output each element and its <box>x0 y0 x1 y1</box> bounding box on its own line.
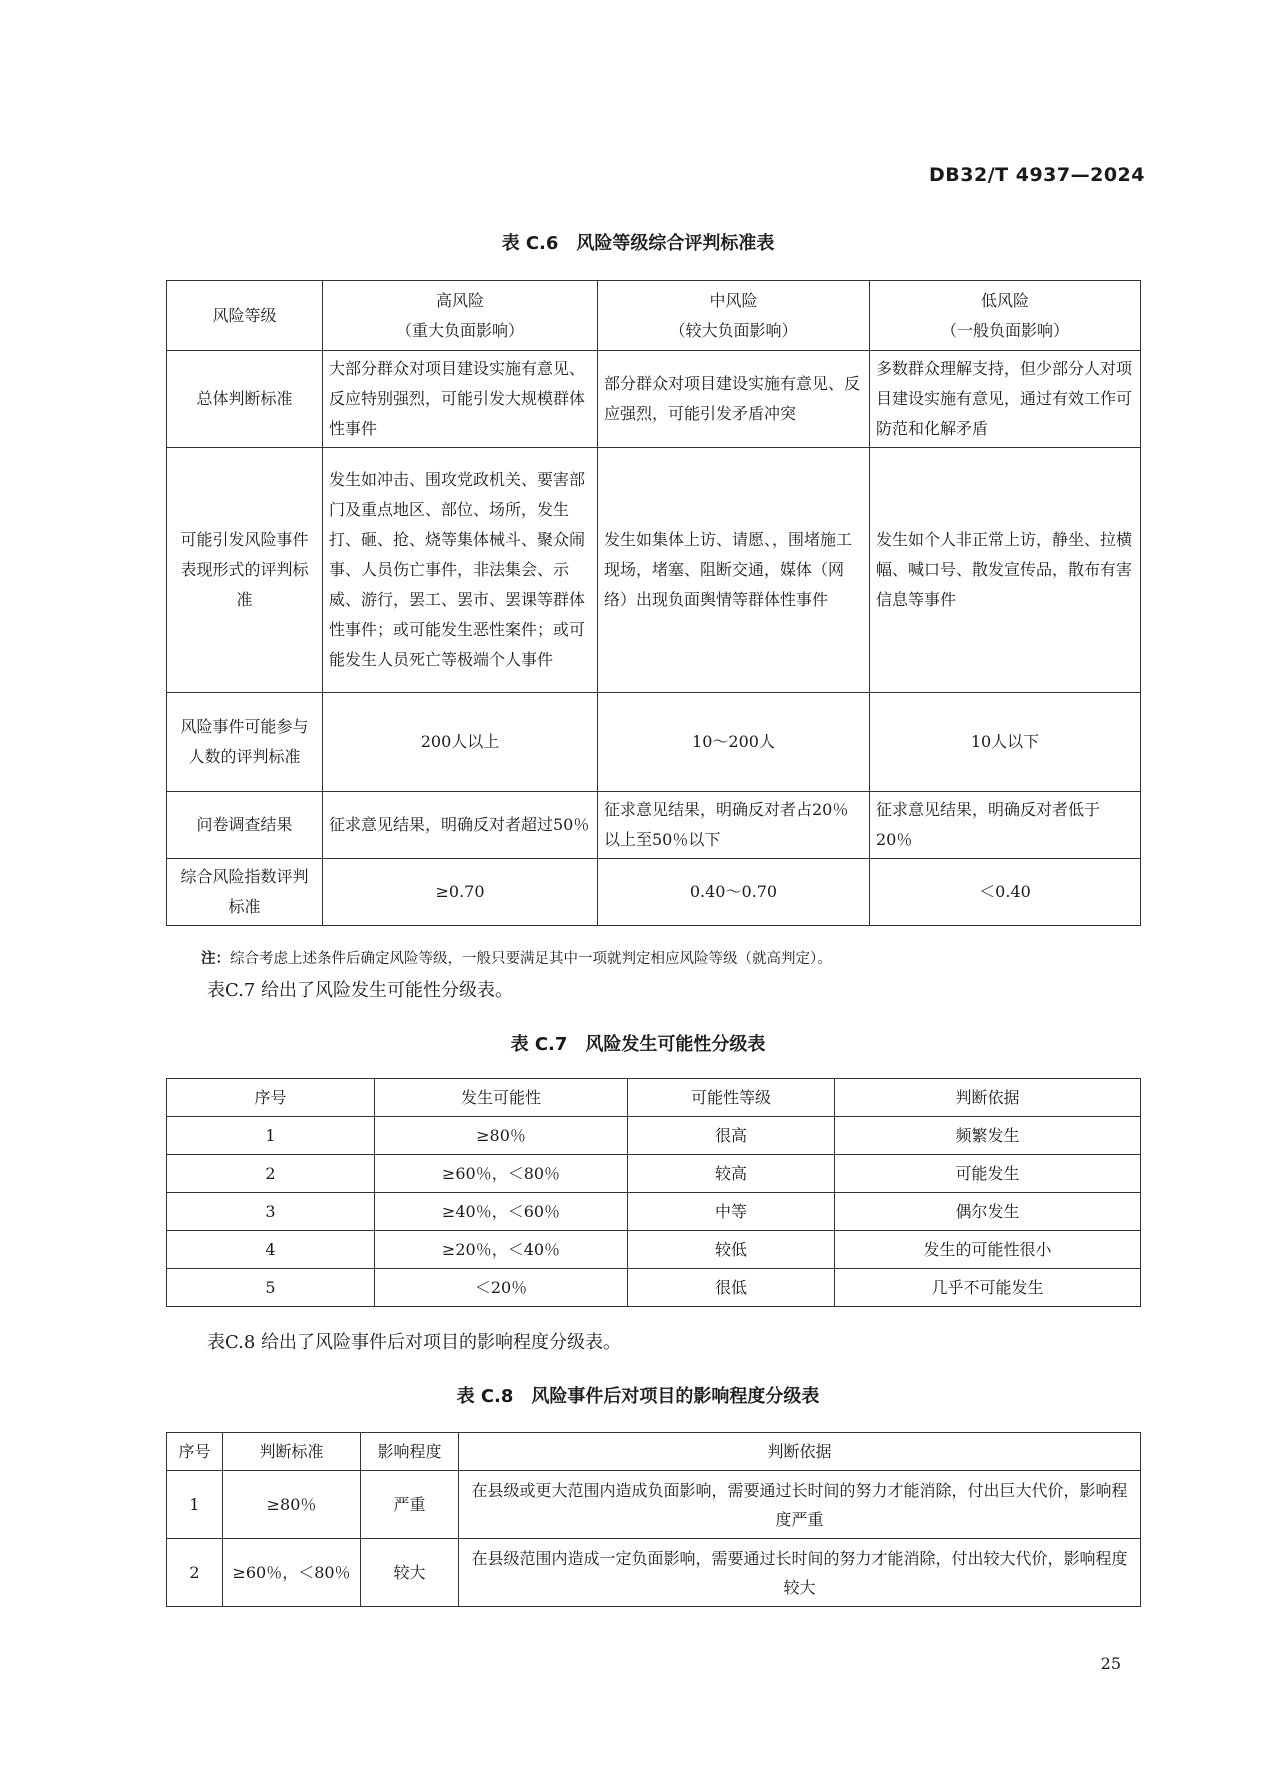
table-row <box>167 1117 1141 1155</box>
table-c7 <box>166 1078 1141 1307</box>
table-cell: 征求意见结果，明确反对者超过50％ <box>323 792 598 859</box>
table-cell: 征求意见结果，明确反对者占20％以上至50％以下 <box>598 792 870 859</box>
table-c7-caption: 表 C.7 风险发生可能性分级表 <box>510 1034 766 1055</box>
table-row <box>167 448 1141 693</box>
table-header-row <box>167 1079 1141 1117</box>
table-header-row <box>167 1433 1141 1471</box>
table-cell: 2 <box>167 1155 375 1193</box>
table-cell: 发生如冲击、围攻党政机关、要害部门及重点地区、部位、场所，发生打、砸、抢、烧等集体械斗、聚众闹事、人员伤亡事件，非法集会、示威、游行，罢工、罢市、罢课等群体性事件；或可能发生恶性案件；或可能发生人员死亡等极端个人事件 <box>323 448 598 693</box>
table-c6-note: 注：综合考虑上述条件后确定风险等级，一般只要满足其中一项就判定相应风险等级（就高判定）。 <box>201 951 832 967</box>
table-cell: 10～200人 <box>598 693 870 792</box>
table-cell: 3 <box>167 1193 375 1231</box>
table-cell: 很高 <box>628 1117 835 1155</box>
table-cell: 1 <box>167 1117 375 1155</box>
table-cell: 2 <box>167 1539 223 1607</box>
column-header: 发生可能性 <box>375 1079 628 1117</box>
table-c8 <box>166 1432 1141 1607</box>
table-cell: 风险事件可能参与人数的评判标准 <box>167 693 323 792</box>
table-row <box>167 1193 1141 1231</box>
table-row <box>167 1539 1141 1607</box>
column-header: 判断标准 <box>223 1433 361 1471</box>
table-cell: 问卷调查结果 <box>167 792 323 859</box>
table-cell: 中风险 （较大负面影响） <box>598 281 870 351</box>
table-row <box>167 1155 1141 1193</box>
table-cell: 中等 <box>628 1193 835 1231</box>
column-header: 序号 <box>167 1433 223 1471</box>
page-number: 25 <box>1100 1654 1121 1673</box>
table-row <box>167 1269 1141 1307</box>
table-cell: 综合风险指数评判标准 <box>167 859 323 926</box>
table-c8-caption: 表 C.8 风险事件后对项目的影响程度分级表 <box>456 1386 820 1407</box>
table-cell: 多数群众理解支持，但少部分人对项目建设实施有意见，通过有效工作可防范和化解矛盾 <box>870 351 1141 448</box>
table-cell: 发生如集体上访、请愿、，围堵施工现场，堵塞、阻断交通，媒体（网络）出现负面舆情等群体性事件 <box>598 448 870 693</box>
table-cell: 低风险 （一般负面影响） <box>870 281 1141 351</box>
table-cell: 发生如个人非正常上访，静坐、拉横幅、喊口号、散发宣传品，散布有害信息等事件 <box>870 448 1141 693</box>
table-cell: 较低 <box>628 1231 835 1269</box>
table-cell: 10人以下 <box>870 693 1141 792</box>
table-cell: ≥60％，＜80％ <box>223 1539 361 1607</box>
table-cell: 可能发生 <box>835 1155 1141 1193</box>
table-cell: 几乎不可能发生 <box>835 1269 1141 1307</box>
table-cell: 0.40～0.70 <box>598 859 870 926</box>
table-c6-caption: 表 C.6 风险等级综合评判标准表 <box>501 233 775 254</box>
table-cell: 部分群众对项目建设实施有意见、反应强烈，可能引发矛盾冲突 <box>598 351 870 448</box>
table-row <box>167 1471 1141 1539</box>
table-cell: 大部分群众对项目建设实施有意见、反应特别强烈，可能引发大规模群体性事件 <box>323 351 598 448</box>
table-cell: 可能引发风险事件表现形式的评判标准 <box>167 448 323 693</box>
table-cell: 在县级范围内造成一定负面影响，需要通过长时间的努力才能消除，付出较大代价，影响程度较大 <box>459 1539 1141 1607</box>
column-header: 序号 <box>167 1079 375 1117</box>
table-cell: 频繁发生 <box>835 1117 1141 1155</box>
table-cell: 严重 <box>361 1471 459 1539</box>
table-cell: ≥80％ <box>375 1117 628 1155</box>
paragraph-c7-intro: 表C.7 给出了风险发生可能性分级表。 <box>207 980 514 1001</box>
table-cell: 较高 <box>628 1155 835 1193</box>
table-cell: 发生的可能性很小 <box>835 1231 1141 1269</box>
table-cell: 偶尔发生 <box>835 1193 1141 1231</box>
table-cell: 总体判断标准 <box>167 351 323 448</box>
table-cell: 很低 <box>628 1269 835 1307</box>
document-code: DB32/T 4937—2024 <box>929 164 1145 186</box>
paragraph-c8-intro: 表C.8 给出了风险事件后对项目的影响程度分级表。 <box>207 1332 622 1353</box>
table-row <box>167 1231 1141 1269</box>
table-row <box>167 693 1141 792</box>
table-cell: 征求意见结果，明确反对者低于20％ <box>870 792 1141 859</box>
table-cell: ＜0.40 <box>870 859 1141 926</box>
table-cell: 4 <box>167 1231 375 1269</box>
table-row <box>167 792 1141 859</box>
column-header: 判断依据 <box>459 1433 1141 1471</box>
table-cell: 较大 <box>361 1539 459 1607</box>
table-c6 <box>166 280 1141 926</box>
column-header: 判断依据 <box>835 1079 1141 1117</box>
table-cell: ≥60％，＜80％ <box>375 1155 628 1193</box>
table-cell: 5 <box>167 1269 375 1307</box>
table-cell: 200人以上 <box>323 693 598 792</box>
table-row <box>167 351 1141 448</box>
table-cell: ≥0.70 <box>323 859 598 926</box>
table-row <box>167 859 1141 926</box>
table-cell: ＜20％ <box>375 1269 628 1307</box>
table-cell: 1 <box>167 1471 223 1539</box>
table-cell: 在县级或更大范围内造成负面影响，需要通过长时间的努力才能消除，付出巨大代价，影响程度严重 <box>459 1471 1141 1539</box>
table-cell: ≥80％ <box>223 1471 361 1539</box>
table-cell: 风险等级 <box>167 281 323 351</box>
table-cell: 高风险 （重大负面影响） <box>323 281 598 351</box>
table-cell: ≥20％，＜40％ <box>375 1231 628 1269</box>
table-row <box>167 281 1141 351</box>
table-cell: ≥40％，＜60％ <box>375 1193 628 1231</box>
column-header: 可能性等级 <box>628 1079 835 1117</box>
column-header: 影响程度 <box>361 1433 459 1471</box>
